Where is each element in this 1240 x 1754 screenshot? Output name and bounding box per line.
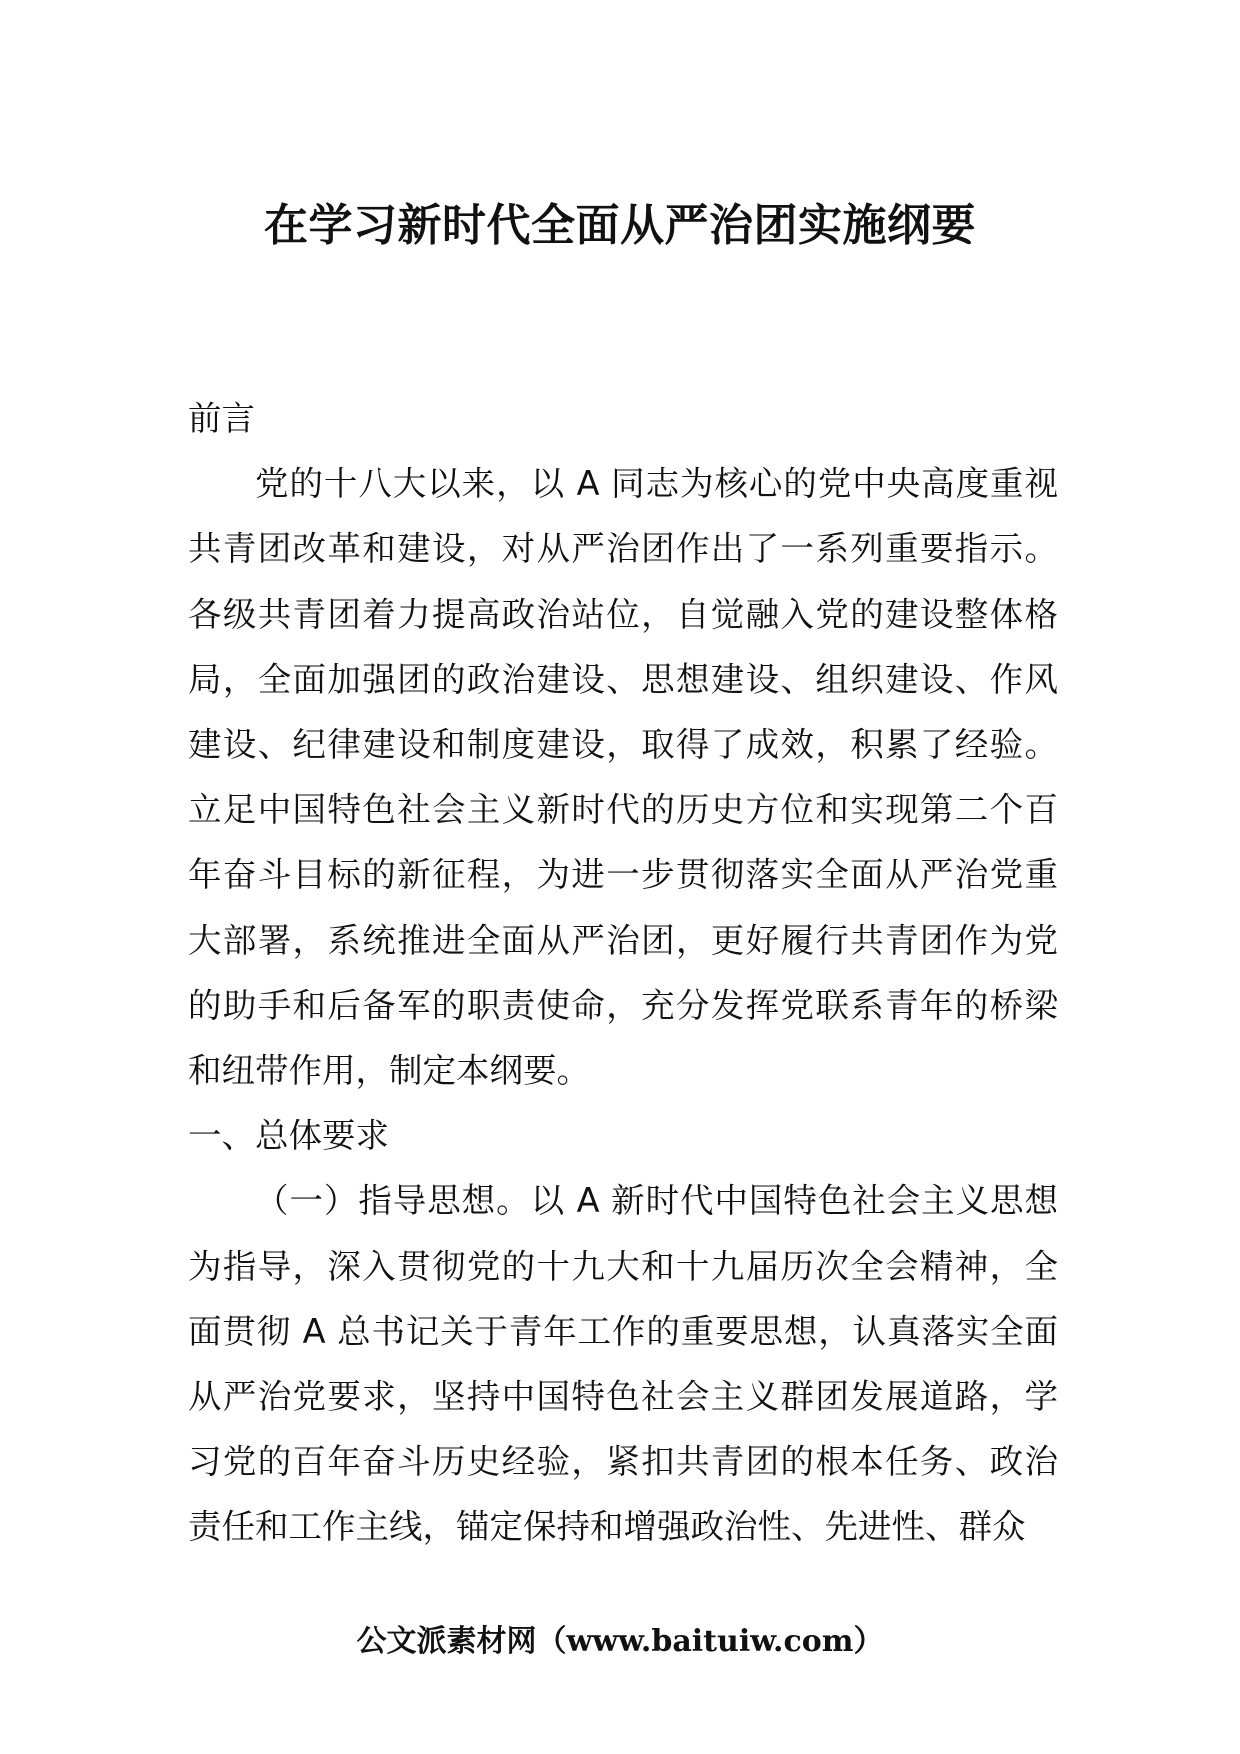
document-body xyxy=(188,386,1058,1560)
footer-watermark: 公文派素材网（www.baituiw.com） xyxy=(356,1624,884,1659)
document-title: 在学习新时代全面从严治团实施纲要 xyxy=(264,200,976,251)
section-heading-preface: 前言 xyxy=(188,399,255,438)
body-paragraph: （一）指导思想。以 A 新时代中国特色社会主义思想为指导，深入贯彻党的十九大和十九届历次全会精神，全面贯彻 A 总书记关于青年工作的重要思想，认真落实全面从严治党要求，坚持中国特色社会主义群团发展道路，学习党的百年奋斗历史经验，紧扣共青团的根本任务、政治责任和工作主线，锚定保持和增强政治性、先进性、群众 xyxy=(188,1181,1058,1547)
body-paragraph: 党的十八大以来，以 A 同志为核心的党中央高度重视共青团改革和建设，对从严治团作出了一系列重要指示。各级共青团着力提高政治站位，自觉融入党的建设整体格局，全面加强团的政治建设、思想建设、组织建设、作风建设、纪律建设和制度建设，取得了成效，积累了经验。立足中国特色社会主义新时代的历史方位和实现第二个百年奋斗目标的新征程，为进一步贯彻落实全面从严治党重大部署，系统推进全面从严治团，更好履行共青团作为党的助手和后备军的职责使命，充分发挥党联系青年的桥梁和纽带作用，制定本纲要。 xyxy=(188,464,1058,1091)
section-heading-general-requirements: 一、总体要求 xyxy=(188,1116,389,1156)
